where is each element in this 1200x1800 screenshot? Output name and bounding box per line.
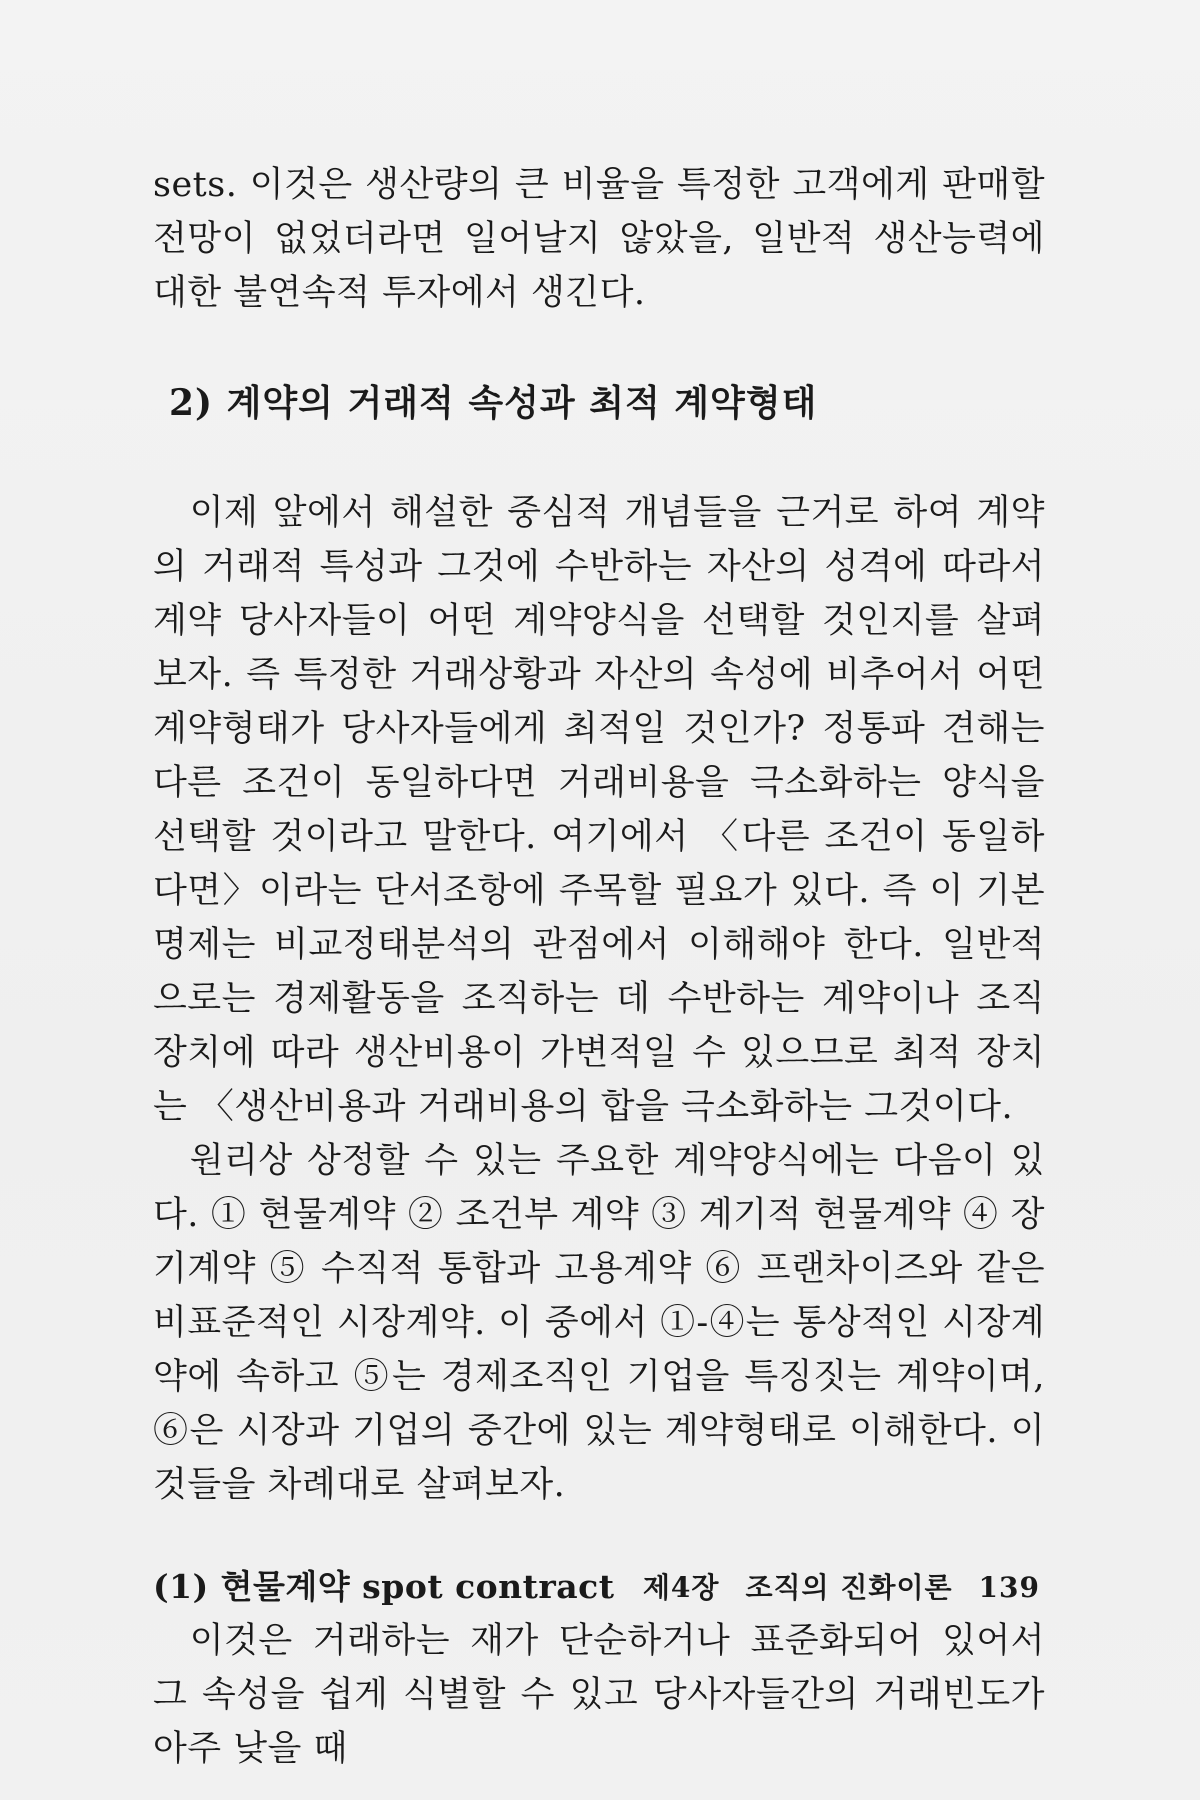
subsection-paragraph: 이것은 거래하는 재가 단순하거나 표준화되어 있어서 그 속성을 쉽게 식별할 수 있고 당사자들간의 거래빈도가 아주 낮을 때 — [153, 1621, 1045, 1769]
intro-paragraph: sets. 이것은 생산량의 큰 비율을 특정한 고객에게 판매할 전망이 없었더라면 일어날지 않았을, 일반적 생산능력에 대한 불연속적 투자에서 생긴다. — [153, 165, 1045, 313]
body-paragraph-1: 이제 앞에서 해설한 중심적 개념들을 근거로 하여 계약의 거래적 특성과 그것에 수반하는 자산의 성격에 따라서 계약 당사자들이 어떤 계약양식을 선택할 것인지를 살펴보자. 즉 특정한 거래상황과 자산의 속성에 비추어서 어떤 계약형태가 당사자들에게 최적일 것인가? 정통파 견해는 다른 조건이 동일하다면 거래비용을 극소화하는 양식을 선택할 것이라고 말한다. 여기에서 〈다른 조건이 동일하다면〉이라는 단서조항에 주목할 필요가 있다. 즉 이 기본명제는 비교정태분석의 관점에서 이해해야 한다. 일반적으로는 경제활동을 조직하는 데 수반하는 계약이나 조직장치에 따라 생산비용이 가변적일 수 있으므로 최적 장치는 〈생산비용과 거래비용의 합을 극소화하는 그것이다. — [153, 493, 1045, 1127]
page-body — [153, 158, 1045, 1776]
page-footer — [0, 1566, 1040, 1606]
subsection-heading: (1) 현물계약 spot contract — [153, 1567, 615, 1606]
footer-chapter-title: 조직의 진화이론 — [745, 1571, 953, 1604]
footer-chapter: 제4장 — [642, 1571, 720, 1604]
body-paragraph-2: 원리상 상정할 수 있는 주요한 계약양식에는 다음이 있다. ① 현물계약 ② 조건부 계약 ③ 계기적 현물계약 ④ 장기계약 ⑤ 수직적 통합과 고용계약 ⑥ 프랜차이즈와 같은 비표준적인 시장계약. 이 중에서 ①-④는 통상적인 시장계약에 속하고 ⑤는 경제조직인 기업을 특징짓는 계약이며, ⑥은 시장과 기업의 중간에 있는 계약형태로 이해한다. 이것들을 차례대로 살펴보자. — [153, 1141, 1045, 1505]
section-heading: 2) 계약의 거래적 속성과 최적 계약형태 — [169, 382, 818, 424]
page-number: 139 — [978, 1571, 1040, 1604]
